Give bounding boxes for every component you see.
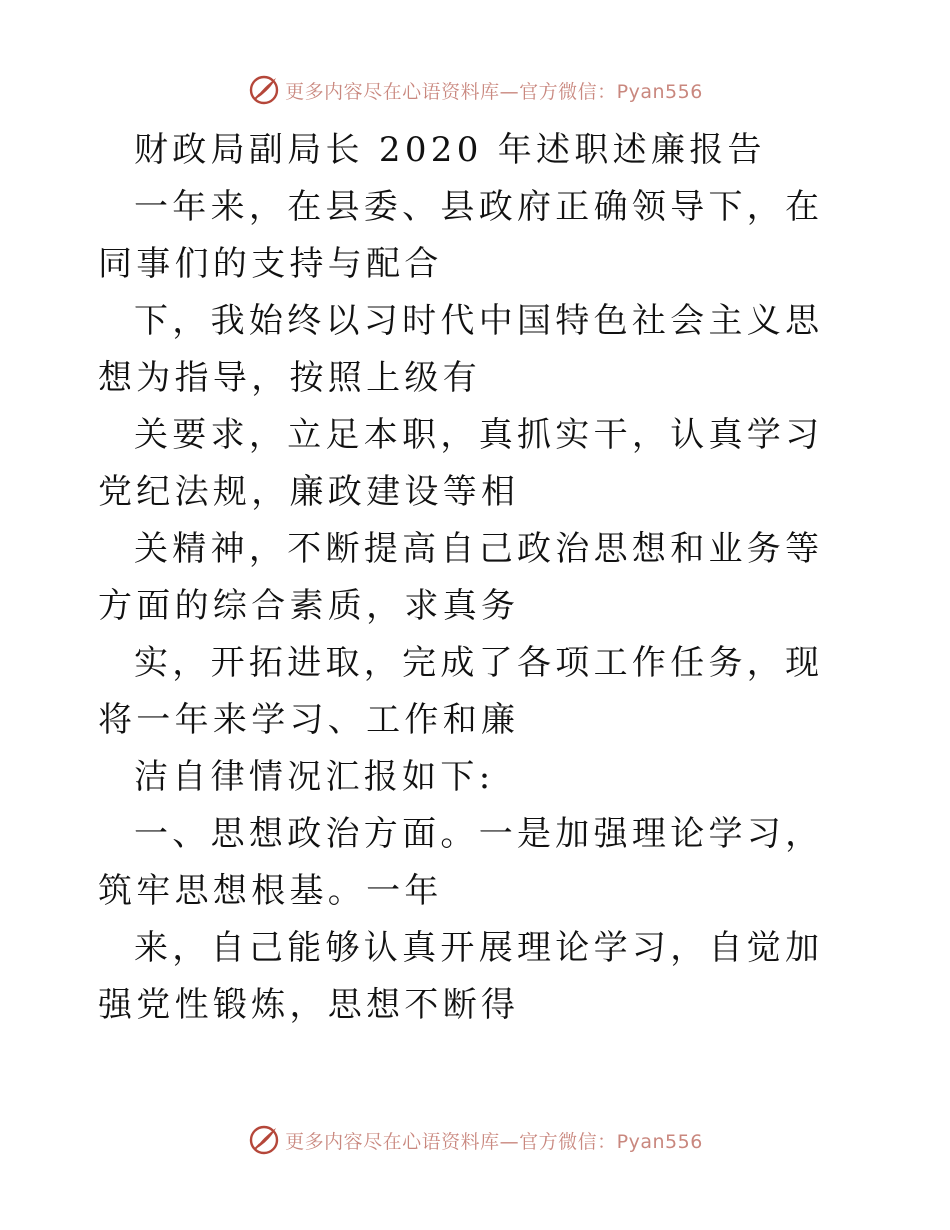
feather-pen-logo-icon	[247, 73, 281, 107]
paragraph-6: 洁自律情况汇报如下:	[134, 757, 495, 797]
footer-banner	[0, 1120, 950, 1160]
document-title: 财政局副局长 2020 年述职述廉报告	[134, 130, 766, 170]
header-banner-text: 更多内容尽在心语资料库—官方微信：Pyan556	[285, 80, 703, 103]
paragraph-7: 一、思想政治方面。一是加强理论学习，筑牢思想根基。一年	[98, 814, 824, 911]
document-body	[98, 122, 858, 1034]
paragraph-1: 一年来，在县委、县政府正确领导下，在同事们的支持与配合	[98, 187, 824, 284]
paragraph-2: 下，我始终以习时代中国特色社会主义思想为指导，按照上级有	[98, 301, 824, 398]
paragraph-8: 来，自己能够认真开展理论学习，自觉加强党性锻炼，思想不断得	[98, 928, 824, 1025]
header-banner	[0, 70, 950, 110]
paragraph-5: 实，开拓进取，完成了各项工作任务，现将一年来学习、工作和廉	[98, 643, 824, 740]
footer-banner-text: 更多内容尽在心语资料库—官方微信：Pyan556	[285, 1130, 703, 1153]
footer-banner-content	[247, 1123, 703, 1157]
paragraph-4: 关精神，不断提高自己政治思想和业务等方面的综合素质，求真务	[98, 529, 824, 626]
feather-pen-logo-icon	[247, 1123, 281, 1157]
paragraph-3: 关要求，立足本职，真抓实干，认真学习党纪法规，廉政建设等相	[98, 415, 824, 512]
header-banner-content	[247, 73, 703, 107]
